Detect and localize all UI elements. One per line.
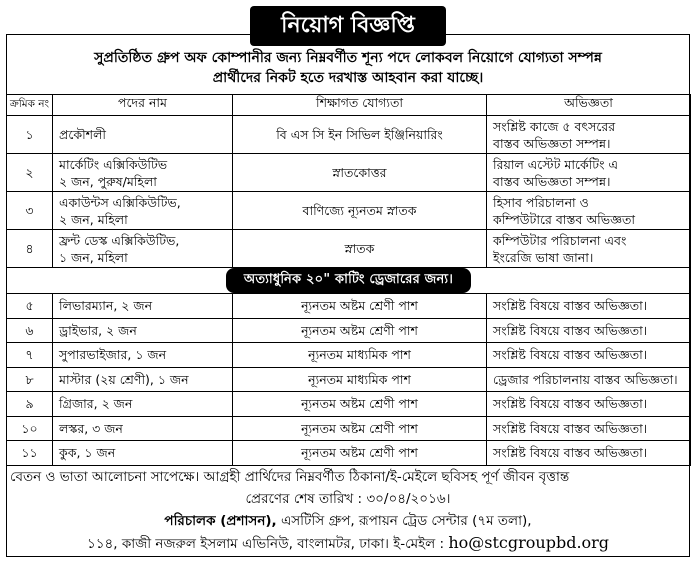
post-cell	[53, 230, 233, 268]
education-cell: ন্যূনতম অষ্টম শ্রেণী পাশ	[233, 392, 487, 417]
footer-director: পরিচালক (প্রশাসন),	[164, 513, 277, 529]
education-cell: বি এস সি ইন সিভিল ইঞ্জিনিয়ারিং	[233, 116, 487, 154]
education-cell: ন্যূনতম অষ্টম শ্রেণী পাশ	[233, 318, 487, 343]
table-row	[7, 294, 691, 319]
serial-cell: ৬	[7, 318, 53, 343]
serial-cell: ২	[7, 154, 53, 192]
serial-cell: ১	[7, 116, 53, 154]
experience-line: হিসাব পরিচালনা ও	[493, 194, 589, 210]
header-education: শিক্ষাগত যোগ্যতা	[233, 95, 487, 116]
table-row	[7, 441, 691, 466]
vacancy-table	[6, 94, 691, 466]
footer-contact	[8, 466, 688, 555]
serial-cell: ৯	[7, 392, 53, 417]
footer-address-line-2	[8, 532, 688, 555]
serial-cell: ৮	[7, 367, 53, 392]
education-cell: ন্যূনতম অষ্টম শ্রেণী পাশ	[233, 441, 487, 466]
post-line: প্রকৌশলী	[59, 127, 106, 142]
education-cell: ন্যূনতম অষ্টম শ্রেণী পাশ	[233, 294, 487, 319]
table-row	[7, 116, 691, 154]
footer-address-building: এসটিসি গ্রুপ, রূপায়ন ট্রেড সেন্টার (৭ম তলা),	[276, 513, 532, 529]
table-row	[7, 392, 691, 417]
footer-deadline: প্রেরণের শেষ তারিখ : ৩০/০৪/২০১৬।	[245, 491, 451, 507]
education-cell: স্নাতক	[233, 230, 487, 268]
experience-cell: সংশ্লিষ্ট বিষয়ে বাস্তব অভিজ্ঞতা।	[487, 318, 691, 343]
post-cell	[53, 116, 233, 154]
serial-cell: ৩	[7, 192, 53, 230]
experience-cell	[487, 230, 691, 268]
post-cell	[53, 154, 233, 192]
table-row	[7, 367, 691, 392]
education-cell: স্নাতকোত্তর	[233, 154, 487, 192]
dredger-banner-cell	[7, 268, 691, 294]
post-line: মার্কেটিং এক্সিকিউটিভ	[59, 156, 168, 172]
table-row	[7, 343, 691, 368]
experience-line: রিয়াল এস্টেট মার্কেটিং এ	[493, 156, 618, 172]
serial-cell: ৪	[7, 230, 53, 268]
footer-salary-line: বেতন ও ভাতা আলোচনা সাপেক্ষে। আগ্রহী প্রার্থিদের নিম্নবর্ণীত ঠিকানা/ই-মেইলে ছবিসহ পূর্ণ জীবন বৃত্তান্ত	[10, 469, 570, 485]
table-header-row	[7, 95, 691, 116]
experience-cell	[487, 192, 691, 230]
table-row	[7, 230, 691, 268]
header-experience: অভিজ্ঞতা	[487, 95, 691, 116]
post-cell: গ্রিজার, ২ জন	[53, 392, 233, 417]
table-row	[7, 416, 691, 441]
table-row	[7, 318, 691, 343]
education-cell: বাণিজ্যে ন্যূনতম স্নাতক	[233, 192, 487, 230]
experience-cell: সংশ্লিষ্ট বিষয়ে বাস্তব অভিজ্ঞতা।	[487, 441, 691, 466]
experience-cell: সংশ্লিষ্ট বিষয়ে বাস্তব অভিজ্ঞতা।	[487, 294, 691, 319]
experience-line: ইংরেজি ভাষা জানা।	[493, 249, 594, 265]
experience-cell: সংশ্লিষ্ট বিষয়ে বাস্তব অভিজ্ঞতা।	[487, 416, 691, 441]
experience-line: কম্পিউটার পরিচালনা এবং	[493, 232, 627, 248]
experience-cell	[487, 154, 691, 192]
education-cell: ন্যূনতম অষ্টম শ্রেণী পাশ	[233, 416, 487, 441]
post-cell: কুক, ১ জন	[53, 441, 233, 466]
intro-text	[8, 48, 688, 88]
post-cell: মাস্টার (২য় শ্রেণী), ১ জন	[53, 367, 233, 392]
post-line: ১ জন, মহিলা	[59, 249, 128, 265]
experience-cell	[487, 116, 691, 154]
intro-line-2: প্রার্থীদের নিকট হতে দরখাস্ত আহবান করা যাচ্ছে।	[212, 70, 484, 86]
post-cell: লস্কর, ৩ জন	[53, 416, 233, 441]
experience-line: কম্পিউটারে বাস্তব অভিজ্ঞতা	[493, 211, 636, 227]
experience-cell: সংশ্লিষ্ট বিষয়ে বাস্তব অভিজ্ঞতা।	[487, 343, 691, 368]
intro-line-1: সুপ্রতিষ্ঠিত গ্রুপ অফ কোম্পানীর জন্য নিম্নবর্ণীত শূন্য পদে লোকবল নিয়োগে যোগ্যতা সম্পন্ন	[94, 50, 602, 66]
post-cell: ড্রাইভার, ২ জন	[53, 318, 233, 343]
education-cell: ন্যূনতম মাধ্যমিক পাশ	[233, 367, 487, 392]
header-post: পদের নাম	[53, 95, 233, 116]
education-cell: ন্যূনতম মাধ্যমিক পাশ	[233, 343, 487, 368]
post-line: ফ্রন্ট ডেস্ক এক্সিকিউটিভ,	[59, 232, 180, 248]
experience-cell: ড্রেজার পরিচালনায় বাস্তব অভিজ্ঞতা।	[487, 367, 691, 392]
contact-email[interactable]: ho@stcgroupbd.org	[448, 533, 610, 552]
serial-cell: ১১	[7, 441, 53, 466]
post-line: ২ জন, পুরুষ/মহিলা	[59, 173, 157, 189]
post-line: একাউন্টস এক্সিকিউটিভ,	[59, 194, 181, 210]
ad-title: নিয়োগ বিজ্ঞপ্তি	[250, 6, 446, 46]
experience-line: বাস্তব অভিজ্ঞতা সম্পন্ন।	[493, 135, 611, 151]
experience-cell: সংশ্লিষ্ট বিষয়ে বাস্তব অভিজ্ঞতা।	[487, 392, 691, 417]
post-cell: সুপারভাইজার, ১ জন	[53, 343, 233, 368]
serial-cell: ১০	[7, 416, 53, 441]
header-serial: ক্রমিক নং	[7, 95, 53, 116]
post-cell: লিভারম্যান, ২ জন	[53, 294, 233, 319]
footer-address-line-1	[8, 510, 688, 532]
table-row	[7, 192, 691, 230]
footer-address-street: ১১৪, কাজী নজরুল ইসলাম এভিনিউ, বাংলামটর, ঢাকা। ই-মেইল :	[86, 536, 449, 552]
experience-line: বাস্তব অভিজ্ঞতা সম্পন্ন।	[493, 173, 611, 189]
dredger-banner: অত্যাধুনিক ২০" কাটিং ড্রেজারের জন্য।	[226, 268, 471, 293]
dredger-section-row	[7, 268, 691, 294]
post-cell	[53, 192, 233, 230]
serial-cell: ৭	[7, 343, 53, 368]
post-line: ২ জন, মহিলা	[59, 211, 128, 227]
serial-cell: ৫	[7, 294, 53, 319]
table-row	[7, 154, 691, 192]
experience-line: সংশ্লিষ্ট কাজে ৫ বৎসরের	[493, 118, 616, 134]
